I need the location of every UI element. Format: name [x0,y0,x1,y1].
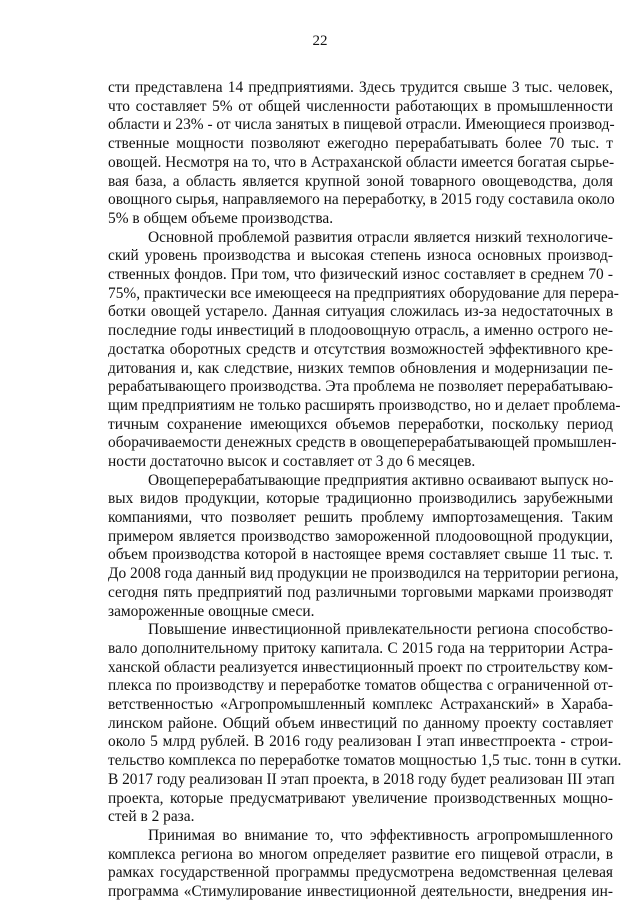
text-line: проекта, которые предусматривают увеличение производственных мощно- [108,789,613,807]
text-line: стей в 2 раза. [108,808,195,826]
text-line: примером является производство замороженной плодоовощной продукции, [108,527,613,545]
paragraph-first-line: Овощеперерабатывающие предприятия активно осваивают выпуск но- [148,471,614,489]
page-number: 22 [312,33,328,49]
text-line: вая база, а область является крупной зоной товарного овощеводства, доля [108,172,613,190]
text-line: овощного сырья, направляемого на переработку, в 2015 году составила около [108,191,615,209]
text-line: тичным сохранение имеющихся объемов переработки, поскольку период [108,415,613,433]
text-line: комплекса региона во многом определяет развитие его пищевой отрасли, в [108,845,613,863]
text-line: области и 23% - от числа занятых в пищевой отрасли. Имеющиеся производ- [108,116,615,134]
text-line: ственных фондов. При том, что физический износ составляет в среднем 70 - [108,266,613,283]
text-line: овощей. Несмотря на то, что в Астраханской области имеется богатая сырье- [108,153,615,171]
text-line: тельство комплекса по переработке томатов мощностью 1,5 тыс. тонн в сутки. [108,752,622,770]
text-line: замороженные овощные смеси. [108,602,315,620]
text-line: рерабатывающего производства. Эта проблема не позволяет перерабатываю- [108,378,613,396]
text-line: достатка оборотных средств и отсутствия возможностей эффективного кре- [108,340,613,358]
text-line: оборачиваемости денежных средств в овощеперерабатывающей промышлен- [108,434,617,452]
text-line: щим предприятиям не только расширять производство, но и делает проблема- [108,396,621,414]
text-line: программа «Стимулирование инвестиционной деятельности, внедрения ин- [108,883,613,900]
text-line: линском районе. Общий объем инвестиций по данному проекту составляет [108,714,613,732]
text-line: В 2017 году реализован II этап проекта, в 2018 году будет реализован III этап [108,770,615,788]
text-line: ботки овощей устарело. Данная ситуация сложилась из-за недостаточных в [108,303,613,321]
text-line: 75%, практически все имеющееся на предприятиях оборудование для перера- [108,284,619,302]
text-line: 5% в общем объеме производства. [108,209,334,227]
text-line: дитования и, как следствие, низких темпов обновления и модернизации пе- [108,359,613,377]
paragraph-first-line: Принимая во внимание то, что эффективность агропромышленного [148,826,613,844]
text-line: ности достаточно высок и составляет от 3 до 6 месяцев. [108,453,476,470]
text-line: сти представлена 14 предприятиями. Здесь трудится свыше 3 тыс. человек, [108,79,613,96]
text-line: ханской области реализуется инвестиционный проект по строительству ком- [108,658,613,676]
text-line: ственные мощности позволяют ежегодно перерабатывать более 70 тыс. т [108,135,613,153]
text-line: сегодня пять предприятий под различными торговыми марками производят [108,583,613,601]
text-line: вало дополнительному притоку капитала. С 2015 года на территории Астра- [108,639,613,657]
text-line: объем производства которой в настоящее время составляет свыше 11 тыс. т. [108,546,613,564]
text-line: последние годы инвестиций в плодоовощную отрасль, а именно острого не- [108,322,613,340]
text-line: вых видов продукции, которые традиционно производились зарубежными [108,490,613,508]
paragraph-first-line: Основной проблемой развития отрасли является низкий технологиче- [148,228,613,246]
text-line: плекса по производству и переработке томатов общества с ограниченной от- [108,677,613,695]
text-line: около 5 млрд рублей. В 2016 году реализован I этап инвестпроекта - строи- [108,733,613,751]
text-line: что составляет 5% от общей численности работающих в промышленности [108,97,613,115]
text-line: До 2008 года данный вид продукции не производился на территории региона, [108,565,619,583]
text-line: ветственностью «Агропромышленный комплекс Астраханский» в Хараба- [108,696,613,713]
paragraph-first-line: Повышение инвестиционной привлекательности региона способство- [148,621,613,639]
text-line: компаниями, что позволяет решить проблему импортозамещения. Таким [108,509,613,526]
text-line: ский уровень производства и высокая степень износа основных производ- [108,247,613,265]
text-line: рамках государственной программы предусмотрена ведомственная целевая [108,864,613,882]
